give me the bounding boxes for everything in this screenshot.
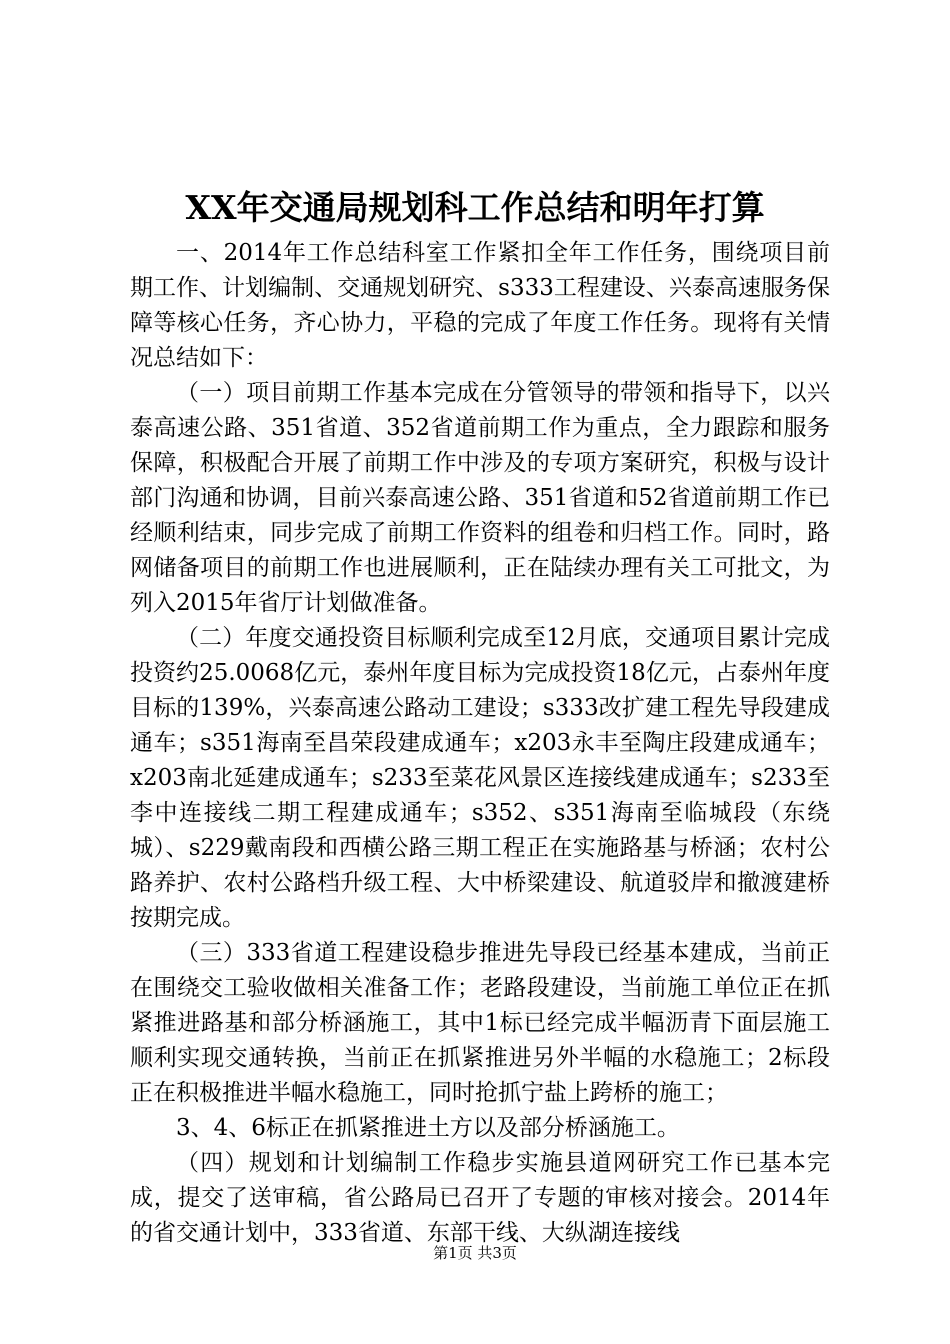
paragraph-s333-construction: （三）333省道工程建设稳步推进先导段已经基本建成，当前正在围绕交工验收做相关准备工作；老路段建设，当前施工单位正在抓紧推进路基和部分桥涵施工，其中1标已经完成半幅沥青下面层施工顺利实现交通转换，当前正在抓紧推进另外半幅的水稳施工；2标段正在积极推进半幅水稳施工，同时抢抓宁盐上跨桥的施工；: [130, 940, 830, 1106]
paragraph-project-preliminary: （一）项目前期工作基本完成在分管领导的带领和指导下，以兴泰高速公路、351省道、352省道前期工作为重点，全力跟踪和服务保障，积极配合开展了前期工作中涉及的专项方案研究，积极与设计部门沟通和协调，目前兴泰高速公路、351省道和52省道前期工作已经顺利结束，同步完成了前期工作资料的组卷和归档工作。同时，路网储备项目的前期工作也进展顺利，正在陆续办理有关工可批文，为列入2015年省厅计划做准备。: [130, 380, 830, 616]
document-body: [130, 236, 830, 1251]
paragraph-investment-target: （二）年度交通投资目标顺利完成至12月底，交通项目累计完成投资约25.0068亿元，泰州年度目标为完成投资18亿元，占泰州年度目标的139%，兴泰高速公路动工建设；s333改扩建工程先导段建成通车；s351海南至昌荣段建成通车；x203永丰至陶庄段建成通车；x203南北延建成通车；s233至菜花风景区连接线建成通车；s233至李中连接线二期工程建成通车；s352、s351海南至临城段（东绕城）、s229戴南段和西横公路三期工程正在实施路基与桥涵；农村公路养护、农村公路档升级工程、大中桥梁建设、航道驳岸和撤渡建桥按期完成。: [130, 625, 830, 931]
document-title: XX年交通局规划科工作总结和明年打算: [185, 188, 765, 227]
paragraph-planning-compilation: （四）规划和计划编制工作稳步实施县道网研究工作已基本完成，提交了送审稿，省公路局已召开了专题的审核对接会。2014年的省交通计划中，333省道、东部干线、大纵湖连接线: [130, 1150, 830, 1246]
page-number-footer: 第1页 共3页: [433, 1244, 517, 1262]
paragraph-summary-intro: 一、2014年工作总结科室工作紧扣全年工作任务，围绕项目前期工作、计划编制、交通规划研究、s333工程建设、兴泰高速服务保障等核心任务，齐心协力，平稳的完成了年度工作任务。现将有关情况总结如下：: [130, 240, 830, 371]
paragraph-sections-3-4-6: 3、4、6标正在抓紧推进土方以及部分桥涵施工。: [176, 1115, 680, 1141]
